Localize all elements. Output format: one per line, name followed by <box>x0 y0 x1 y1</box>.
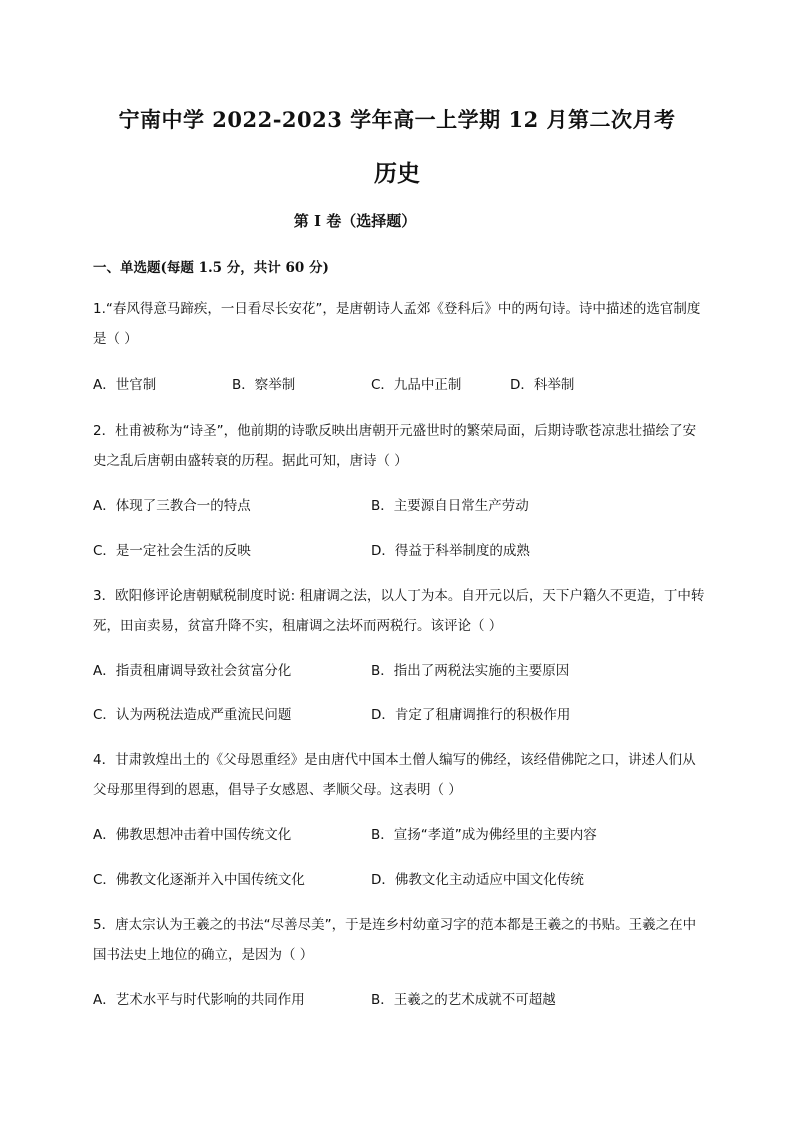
question-4-option-a: A．佛教思想冲击着中国传统文化 <box>93 827 292 843</box>
question-1-stem: 1.“春风得意马蹄疾，一日看尽长安花”，是唐朝诗人孟郊《登科后》中的两句诗。诗中描述的选官制度是（ ） <box>93 301 701 347</box>
question-2-option-a: A．体现了三教合一的特点 <box>93 498 251 514</box>
question-3-option-b: B．指出了两税法实施的主要原因 <box>371 663 570 679</box>
question-3-option-a: A．指责租庸调导致社会贫富分化 <box>93 663 292 679</box>
question-1-option-d: D．科举制 <box>510 377 575 393</box>
question-5-option-a: A．艺术水平与时代影响的共同作用 <box>93 992 305 1008</box>
question-2-option-d: D．得益于科举制度的成熟 <box>371 543 530 559</box>
section-heading: 一、单选题(每题 1.5 分，共计 60 分) <box>93 260 329 276</box>
question-3-stem: 3．欧阳修评论唐朝赋税制度时说: 租庸调之法，以人丁为本。自开元以后，天下户籍久不更造，丁中转死，田亩卖易，贫富升降不实，租庸调之法坏而两税行。该评论（ ） <box>93 588 705 634</box>
question-2-option-c: C．是一定社会生活的反映 <box>93 543 251 559</box>
question-4-option-d: D．佛教文化主动适应中国文化传统 <box>371 872 584 888</box>
question-3-option-c: C．认为两税法造成严重流民问题 <box>93 707 292 723</box>
question-4-stem: 4．甘肃敦煌出土的《父母恩重经》是由唐代中国本土僧人编写的佛经，该经借佛陀之口，讲述人们从父母那里得到的恩惠，倡导子女感恩、孝顺父母。这表明（ ） <box>93 752 696 798</box>
question-1-option-b: B．察举制 <box>232 377 296 393</box>
volume-title: 第 I 卷（选择题） <box>293 212 417 230</box>
question-4-option-b: B．宣扬“孝道”成为佛经里的主要内容 <box>371 827 597 843</box>
question-2-option-b: B．主要源自日常生产劳动 <box>371 498 529 514</box>
question-5-stem: 5．唐太宗认为王羲之的书法“尽善尽美”，于是连乡村幼童习字的范本都是王羲之的书贴。王羲之在中国书法史上地位的确立，是因为（ ） <box>93 917 697 963</box>
question-3-option-d: D．肯定了租庸调推行的积极作用 <box>371 707 571 723</box>
question-4-option-c: C．佛教文化逐渐并入中国传统文化 <box>93 872 305 888</box>
question-5-option-b: B．王羲之的艺术成就不可超越 <box>371 992 556 1008</box>
question-2-stem: 2．杜甫被称为“诗圣”，他前期的诗歌反映出唐朝开元盛世时的繁荣局面，后期诗歌苍凉悲壮描绘了安史之乱后唐朝由盛转衰的历程。据此可知，唐诗（ ） <box>93 423 697 469</box>
question-1-option-a: A．世官制 <box>93 377 157 393</box>
subject-title: 历史 <box>374 160 420 187</box>
exam-title: 宁南中学 2022-2023 学年高一上学期 12 月第二次月考 <box>118 107 676 132</box>
question-1-option-c: C．九品中正制 <box>371 377 462 393</box>
